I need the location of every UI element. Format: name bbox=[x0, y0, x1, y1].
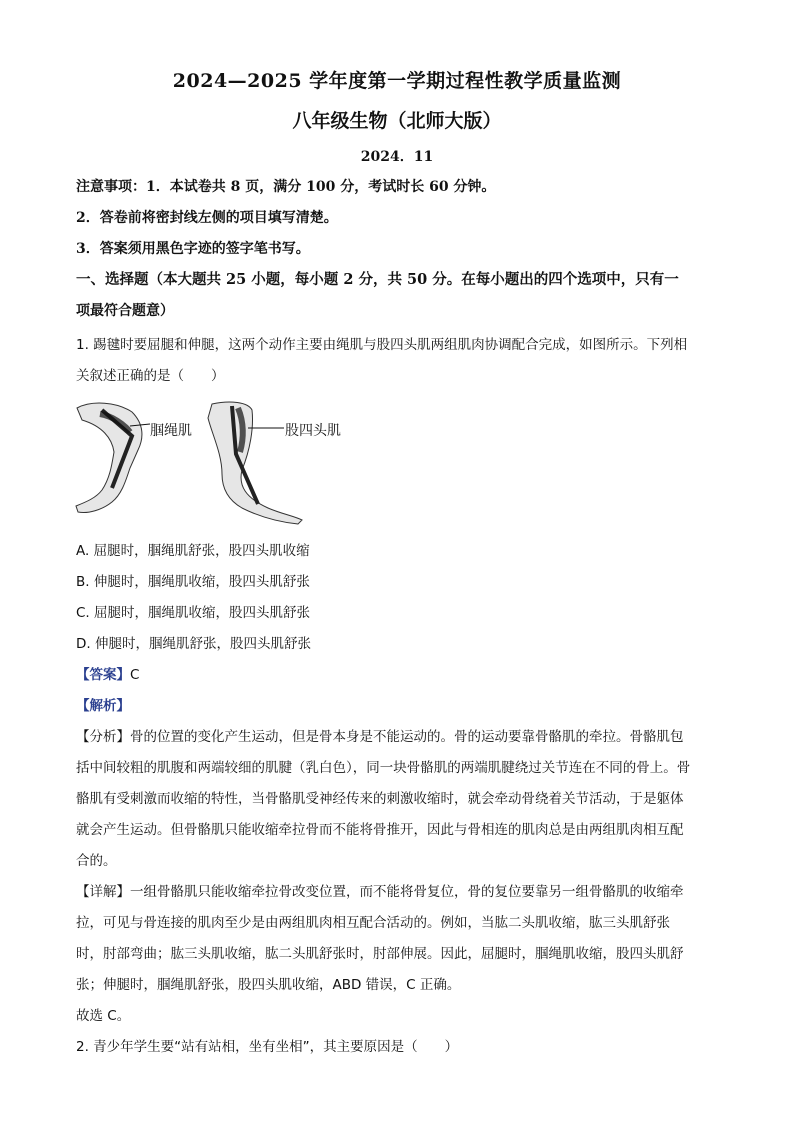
detail-line-4: 张；伸腿时，腘绳肌舒张，股四头肌收缩，ABD 错误，C 正确。 bbox=[76, 977, 461, 993]
q1-stem-line2: 关叙述正确的是（ ） bbox=[76, 368, 225, 384]
analysis-line-5: 合的。 bbox=[76, 853, 117, 869]
q1-analysis-tag bbox=[76, 696, 726, 716]
answer-tag: 【答案】 bbox=[76, 667, 130, 683]
leg-illustration bbox=[72, 398, 362, 526]
detail-line-3: 时，肘部弯曲；肱三头肌收缩，肱二头肌舒张时，肘部伸展。因此，屈腿时，腘绳肌收缩，股四头肌舒 bbox=[76, 946, 684, 962]
exam-date: 2024．11 bbox=[360, 149, 434, 165]
q1-answer bbox=[76, 665, 726, 685]
q1-option-c: C. 屈腿时，腘绳肌收缩，股四头肌舒张 bbox=[76, 605, 311, 621]
exam-subtitle: 八年级生物（北师大版） bbox=[292, 110, 502, 132]
detail-line-2: 拉，可见与骨连接的肌肉至少是由两组肌肉相互配合活动的。例如，当肱二头肌收缩，肱三头肌舒张 bbox=[76, 915, 670, 931]
q1-stem-line1: 1. 踢毽时要屈腿和伸腿，这两个动作主要由绳肌与股四头肌两组肌肉协调配合完成，如图所示。下列相 bbox=[76, 337, 688, 353]
note-3: 3．答案须用黑色字迹的签字笔书写。 bbox=[76, 241, 310, 257]
q2-stem: 2. 青少年学生要“站有站相，坐有坐相”，其主要原因是（ ） bbox=[76, 1039, 459, 1055]
q1-leg-figure bbox=[72, 398, 362, 526]
q1-option-b: B. 伸腿时，腘绳肌收缩，股四头肌舒张 bbox=[76, 574, 310, 590]
analysis-line-1: 【分析】骨的位置的变化产生运动，但是骨本身是不能运动的。骨的运动要靠骨骼肌的牵拉。骨骼肌包 bbox=[76, 729, 684, 745]
label-quadriceps: 股四头肌 bbox=[285, 423, 341, 439]
section-heading-line1: 一、选择题（本大题共 25 小题，每小题 2 分，共 50 分。在每小题出的四个选项中，只有一 bbox=[76, 271, 679, 288]
note-1: 注意事项：1．本试卷共 8 页，满分 100 分，考试时长 60 分钟。 bbox=[76, 179, 496, 195]
note-2: 2．答卷前将密封线左侧的项目填写清楚。 bbox=[76, 210, 338, 226]
analysis-line-3: 骼肌有受刺激而收缩的特性，当骨骼肌受神经传来的刺激收缩时，就会牵动骨绕着关节活动，于是躯体 bbox=[76, 791, 684, 807]
section-heading-line2: 项最符合题意） bbox=[76, 303, 174, 319]
exam-title: 2024—2025 学年度第一学期过程性教学质量监测 bbox=[172, 70, 622, 92]
analysis-line-4: 就会产生运动。但骨骼肌只能收缩牵拉骨而不能将骨推开，因此与骨相连的肌肉总是由两组肌肉相互配 bbox=[76, 822, 684, 838]
q1-conclusion: 故选 C。 bbox=[76, 1008, 131, 1024]
label-hamstring: 腘绳肌 bbox=[150, 423, 192, 439]
analysis-tag: 【解析】 bbox=[76, 698, 130, 714]
bent-leg-drawing bbox=[76, 403, 150, 512]
answer-value: C bbox=[130, 667, 140, 683]
analysis-line-2: 括中间较粗的肌腹和两端较细的肌腱（乳白色），同一块骨骼肌的两端肌腱绕过关节连在不同的骨上。骨 bbox=[76, 760, 691, 776]
detail-line-1: 【详解】一组骨骼肌只能收缩牵拉骨改变位置，而不能将骨复位，骨的复位要靠另一组骨骼肌的收缩牵 bbox=[76, 884, 684, 900]
q1-option-a: A. 屈腿时，腘绳肌舒张，股四头肌收缩 bbox=[76, 543, 310, 559]
q1-option-d: D. 伸腿时，腘绳肌舒张，股四头肌舒张 bbox=[76, 636, 311, 652]
